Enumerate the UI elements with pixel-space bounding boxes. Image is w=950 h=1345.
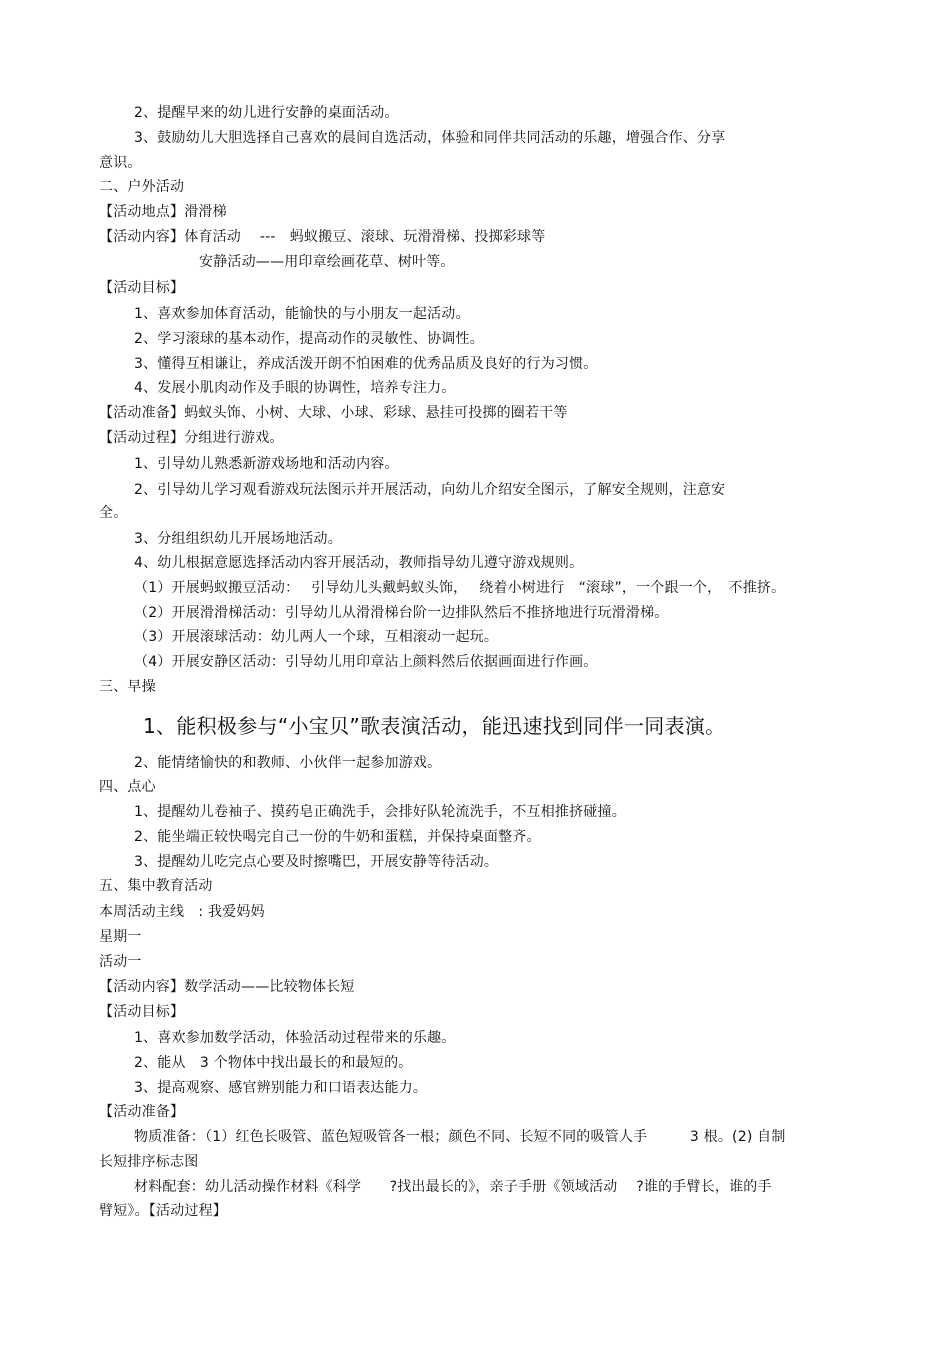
text-line: 3、分组组织幼儿开展场地活动。 [134, 531, 342, 547]
text-line: 3、提高观察、感官辨别能力和口语表达能力。 [134, 1080, 428, 1096]
text-line: （2）开展滑滑梯活动：引导幼儿从滑滑梯台阶一边排队然后不推挤地进行玩滑滑梯。 [134, 605, 669, 621]
text-line: （1）开展蚂蚁搬豆活动： 引导幼儿头戴蚂蚁头饰， 绕着小树进行 “滚球”，一个跟一个， 不推挤。 [134, 580, 786, 596]
text-line: 【活动内容】数学活动——比较物体长短 [99, 979, 355, 995]
text-line: 2、能情绪愉快的和教师、小伙伴一起参加游戏。 [134, 755, 442, 771]
section-heading: 五、集中教育活动 [99, 878, 213, 894]
text-line: 星期一 [99, 929, 142, 945]
text-line: （3）开展滚球活动：幼儿两人一个球，互相滚动一起玩。 [134, 629, 499, 645]
text-line: 安静活动——用印章绘画花草、树叶等。 [199, 254, 455, 270]
text-line: 1、引导幼儿熟悉新游戏场地和活动内容。 [134, 456, 399, 472]
text-line: 本周活动主线 : 我爱妈妈 [99, 904, 265, 920]
text-line: 【活动目标】 [99, 1004, 185, 1020]
text-line: 臂短》。【活动过程】 [99, 1203, 227, 1219]
text-line: 3、懂得互相谦让，养成活泼开朗不怕困难的优秀品质及良好的行为习惯。 [134, 356, 598, 372]
section-heading: 四、点心 [99, 779, 156, 795]
section-heading: 三、早操 [99, 679, 156, 695]
text-line: 【活动内容】体育活动 --- 蚂蚁搬豆、滚球、玩滑滑梯、投掷彩球等 [99, 229, 546, 245]
text-line: 【活动准备】 [99, 1104, 185, 1120]
text-line: 2、提醒早来的幼儿进行安静的桌面活动。 [134, 105, 399, 121]
text-line: 4、发展小肌肉动作及手眼的协调性，培养专注力。 [134, 380, 456, 396]
text-line: 2、能坐端正较快喝完自己一份的牛奶和蛋糕，并保持桌面整齐。 [134, 829, 541, 845]
text-line: 2、引导幼儿学习观看游戏玩法图示并开展活动，向幼儿介绍安全图示，了解安全规则，注意安 [134, 482, 726, 498]
text-line: 1、喜欢参加体育活动，能愉快的与小朋友一起活动。 [134, 306, 470, 322]
text-line: 全。 [99, 505, 128, 521]
text-line: 4、幼儿根据意愿选择活动内容开展活动，教师指导幼儿遵守游戏规则。 [134, 555, 584, 571]
text-line: 活动一 [99, 954, 142, 970]
text-line: 2、学习滚球的基本动作，提高动作的灵敏性、协调性。 [134, 331, 484, 347]
text-line: 2、能从 3 个物体中找出最长的和最短的。 [134, 1055, 413, 1071]
text-line: 【活动过程】分组进行游戏。 [99, 430, 284, 446]
text-line: 长短排序标志图 [99, 1154, 199, 1170]
text-line: 意识。 [99, 155, 142, 171]
text-line: 物质准备：（1）红色长吸管、蓝色短吸管各一根；颜色不同、长短不同的吸管人手 3 根。(2) 自制 [134, 1129, 786, 1145]
section-heading: 二、户外活动 [99, 179, 185, 195]
text-line: 【活动目标】 [99, 280, 185, 296]
text-line: 【活动准备】蚂蚁头饰、小树、大球、小球、彩球、悬挂可投掷的圈若干等 [99, 405, 568, 421]
text-line: 材料配套：幼儿活动操作材料《科学 ?找出最长的》，亲子手册《领域活动 ?谁的手臂长，谁的手 [134, 1179, 772, 1195]
text-line: 1、提醒幼儿卷袖子、摸药皂正确洗手，会排好队轮流洗手，不互相推挤碰撞。 [134, 804, 626, 820]
text-line: 1、喜欢参加数学活动，体验活动过程带来的乐趣。 [134, 1030, 456, 1046]
text-line: 【活动地点】滑滑梯 [99, 204, 227, 220]
text-line: （4）开展安静区活动：引导幼儿用印章沾上颜料然后依据画面进行作画。 [134, 654, 598, 670]
text-line: 3、鼓励幼儿大胆选择自己喜欢的晨间自选活动，体验和同伴共同活动的乐趣，增强合作、分享 [134, 130, 726, 146]
text-line: 3、提醒幼儿吃完点心要及时擦嘴巴，开展安静等待活动。 [134, 854, 499, 870]
text-line: 1、能积极参与“小宝贝”歌表演活动，能迅速找到同伴一同表演。 [143, 714, 726, 738]
